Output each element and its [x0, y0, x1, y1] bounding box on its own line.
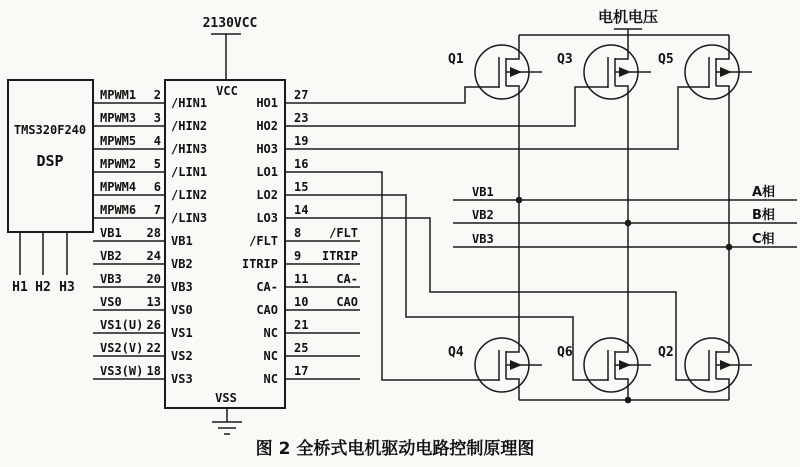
figure-caption: 图 2 全桥式电机驱动电路控制原理图 [255, 439, 535, 459]
phase-output-lines [453, 184, 797, 250]
top-rail [519, 35, 729, 45]
mosfet-q3 [557, 45, 651, 99]
mosfet-ref: Q4 [448, 345, 464, 360]
driver-right-pin-numbers [294, 88, 308, 378]
vcc-supply [203, 16, 258, 80]
mosfet-ref: Q3 [557, 52, 573, 67]
pin-number: 14 [294, 203, 309, 217]
ic-pin-name: /HIN3 [171, 142, 208, 156]
pin-number: 25 [294, 341, 309, 355]
stub-label: CA- [336, 272, 358, 286]
motor-voltage-supply [598, 8, 658, 35]
bus-signal: VS3(W) [100, 364, 144, 378]
driver-ic-block [165, 80, 285, 408]
mosfet-ref: Q6 [557, 345, 573, 360]
dsp-label: DSP [36, 152, 64, 170]
ic-pin-name: HO1 [256, 96, 278, 110]
mosfet-ref: Q5 [658, 52, 674, 67]
hall-input-h1: H1 [12, 280, 28, 295]
phase-label: C相 [752, 232, 775, 247]
bus-signal: VS0 [100, 295, 122, 309]
ic-pin-name: VS1 [171, 326, 193, 340]
bus-signal: MPWM5 [100, 134, 137, 148]
motor-voltage-label: 电机电压 [597, 8, 659, 26]
hall-sensor-leads [20, 232, 67, 275]
net-ho3 [285, 87, 709, 149]
ic-pin-name: VS3 [171, 372, 193, 386]
ic-pin-name: /HIN2 [171, 119, 208, 133]
pin-number: 11 [294, 272, 309, 286]
bottom-rail [519, 392, 729, 400]
ic-pin-name: /FLT [249, 234, 278, 248]
pin-number: 23 [294, 111, 309, 125]
ic-pin-name: VB3 [171, 280, 193, 294]
bus-pin: 13 [146, 295, 161, 309]
bus-pin: 6 [153, 180, 161, 194]
mosfet-arrow-icon [720, 67, 732, 77]
ic-pin-name: VS0 [171, 303, 193, 317]
ic-pin-name: HO2 [256, 119, 278, 133]
bus-pin: 3 [153, 111, 161, 125]
pin-number: 21 [294, 318, 309, 332]
dsp-driver-bus [93, 88, 165, 379]
stub-label: ITRIP [321, 249, 358, 263]
stub-label: /FLT [329, 226, 358, 240]
pin-number: 17 [294, 364, 309, 378]
bus-signal: VB1 [100, 226, 122, 240]
mosfet-arrow-icon [510, 360, 522, 370]
ground-icon [212, 408, 242, 434]
mosfet-q1 [448, 45, 542, 99]
mosfet-ref: Q1 [448, 52, 464, 67]
bus-signal: MPWM2 [100, 157, 137, 171]
mosfet-q4 [448, 338, 542, 392]
ic-pin-name: VS2 [171, 349, 193, 363]
vb-net-label: VB3 [472, 232, 494, 246]
ic-pin-name: /LIN2 [171, 188, 208, 202]
bus-signal: VB2 [100, 249, 122, 263]
bus-signal: VS2(V) [100, 341, 144, 355]
vcc-supply-tap [211, 34, 241, 80]
motor-voltage-tap [614, 29, 642, 35]
mosfet-arrow-icon [619, 67, 631, 77]
ic-pin-name: NC [263, 349, 278, 363]
ic-vcc-pin: VCC [216, 84, 238, 98]
bridge-rails [519, 35, 729, 403]
ic-pin-name: LO1 [256, 165, 278, 179]
pin-number: 15 [294, 180, 309, 194]
hall-input-h2: H2 [35, 280, 51, 295]
mosfet-arrow-icon [720, 360, 732, 370]
bus-pin: 22 [146, 341, 161, 355]
mosfet-q2 [658, 338, 752, 392]
bus-pin: 2 [153, 88, 161, 102]
stub-label: CAO [336, 295, 358, 309]
pin-number: 19 [294, 134, 309, 148]
mosfet-q6 [557, 338, 651, 392]
bus-signal: VB3 [100, 272, 122, 286]
ic-pin-name: LO2 [256, 188, 278, 202]
bus-pin: 7 [153, 203, 161, 217]
ic-pin-name: NC [263, 326, 278, 340]
bus-pin: 20 [146, 272, 161, 286]
net-ho1 [285, 87, 499, 103]
dsp-part-number: TMS320F240 [13, 123, 87, 137]
junction-dot [516, 197, 523, 204]
bus-signal: MPWM6 [100, 203, 137, 217]
ic-vss-pin: VSS [215, 391, 237, 405]
bus-pin: 4 [153, 134, 161, 148]
ic-pin-name: CA- [256, 280, 278, 294]
bus-pin: 26 [146, 318, 161, 332]
bus-pin: 28 [146, 226, 161, 240]
ic-pin-name: CAO [256, 303, 278, 317]
bus-pin: 18 [146, 364, 161, 378]
hall-input-h3: H3 [59, 280, 75, 295]
mosfet-q5 [658, 45, 752, 99]
pin-number: 27 [294, 88, 309, 102]
ic-pin-name: LO3 [256, 211, 278, 225]
pin-number: 16 [294, 157, 309, 171]
junction-dot [625, 220, 632, 227]
vcc-supply-label: 2130VCC [202, 16, 258, 31]
phase-legs [519, 99, 729, 338]
bus-pin: 24 [146, 249, 161, 263]
pin-number: 8 [294, 226, 302, 240]
bus-signal: MPWM3 [100, 111, 137, 125]
pin-number: 10 [294, 295, 309, 309]
pin-number: 9 [294, 249, 302, 263]
vb-net-label: VB1 [472, 185, 494, 199]
ic-pin-name: /LIN3 [171, 211, 208, 225]
ic-pin-name: VB1 [171, 234, 193, 248]
phase-label: A相 [752, 185, 776, 200]
ic-pin-name: NC [263, 372, 278, 386]
mosfet-arrow-icon [510, 67, 522, 77]
bus-signal: MPWM4 [100, 180, 137, 194]
net-lo1 [285, 172, 499, 380]
bus-pin: 5 [153, 157, 161, 171]
ic-pin-name: /HIN1 [171, 96, 208, 110]
dsp-block [8, 80, 93, 295]
ic-pin-name: VB2 [171, 257, 193, 271]
junction-dot [625, 397, 632, 404]
ic-pin-name: ITRIP [241, 257, 278, 271]
mosfet-arrow-icon [619, 360, 631, 370]
ic-pin-name: /LIN1 [171, 165, 208, 179]
ic-pin-name: HO3 [256, 142, 278, 156]
phase-label: B相 [752, 208, 775, 223]
vb-net-label: VB2 [472, 208, 494, 222]
bus-signal: MPWM1 [100, 88, 137, 102]
bus-signal: VS1(U) [100, 318, 144, 332]
mosfet-ref: Q2 [658, 345, 674, 360]
net-ho2 [285, 87, 608, 126]
junction-dot [726, 244, 733, 251]
